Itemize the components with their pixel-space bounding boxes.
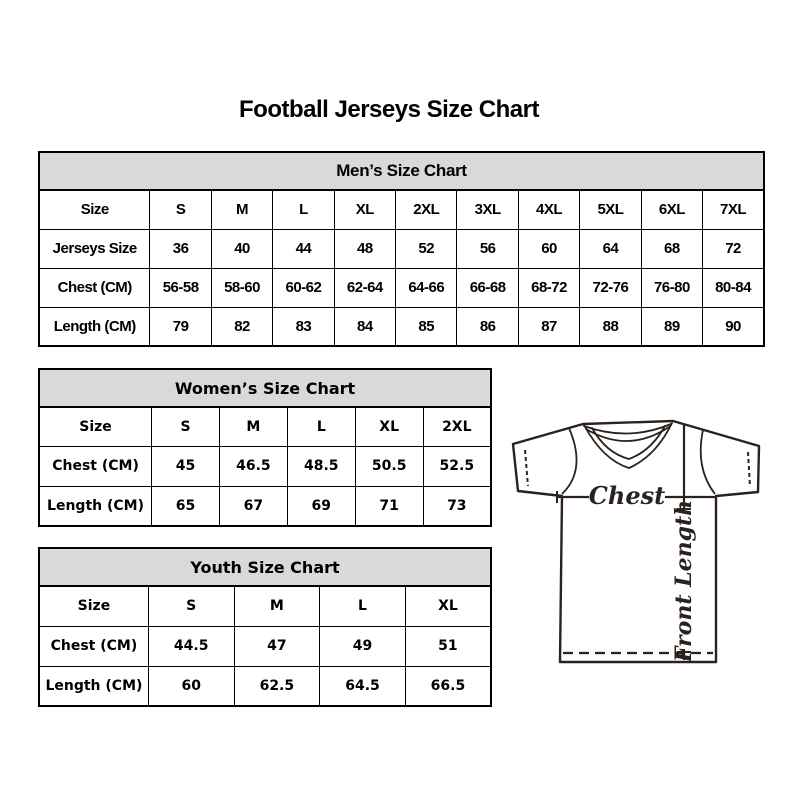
value-cell: 83 (273, 307, 334, 346)
womens-table-title: Women’s Size Chart (38, 368, 492, 406)
value-cell: S (150, 190, 211, 229)
value-cell: 62.5 (234, 666, 320, 706)
table-row (39, 268, 764, 307)
value-cell: 86 (457, 307, 518, 346)
youth-size-table (38, 585, 492, 707)
value-cell: 89 (641, 307, 702, 346)
row-label-cell: Length (CM) (39, 666, 148, 706)
row-label-cell: Jerseys Size (39, 229, 150, 268)
value-cell: 52 (396, 229, 457, 268)
value-cell: 49 (320, 626, 406, 666)
value-cell: 64-66 (396, 268, 457, 307)
value-cell: 85 (396, 307, 457, 346)
page-title: Football Jerseys Size Chart (239, 96, 539, 123)
row-label-cell: Chest (CM) (39, 626, 148, 666)
jersey-measurement-diagram (500, 405, 790, 680)
value-cell: 82 (211, 307, 272, 346)
value-cell: XL (405, 586, 491, 626)
value-cell: 48.5 (287, 447, 355, 487)
womens-size-chart (38, 368, 492, 527)
chest-label: Chest (588, 481, 666, 510)
value-cell: 79 (150, 307, 211, 346)
value-cell: 80-84 (703, 268, 764, 307)
value-cell: 6XL (641, 190, 702, 229)
value-cell: 72-76 (580, 268, 641, 307)
value-cell: 56 (457, 229, 518, 268)
value-cell: 71 (355, 486, 423, 526)
value-cell: 67 (219, 486, 287, 526)
value-cell: 40 (211, 229, 272, 268)
value-cell: 50.5 (355, 447, 423, 487)
value-cell: 62-64 (334, 268, 395, 307)
table-row (39, 626, 491, 666)
value-cell: M (219, 407, 287, 447)
table-row (39, 407, 491, 447)
value-cell: M (211, 190, 272, 229)
table-row (39, 307, 764, 346)
value-cell: S (152, 407, 220, 447)
value-cell: 84 (334, 307, 395, 346)
mens-size-chart (38, 151, 765, 347)
value-cell: XL (334, 190, 395, 229)
value-cell: 5XL (580, 190, 641, 229)
front-length-label: Front Length (671, 499, 697, 663)
value-cell: 60-62 (273, 268, 334, 307)
value-cell: 48 (334, 229, 395, 268)
jersey-outline (513, 421, 759, 662)
row-label-cell: Size (39, 190, 150, 229)
value-cell: 44.5 (148, 626, 234, 666)
value-cell: 72 (703, 229, 764, 268)
value-cell: 36 (150, 229, 211, 268)
value-cell: 60 (148, 666, 234, 706)
value-cell: L (287, 407, 355, 447)
value-cell: 69 (287, 486, 355, 526)
value-cell: 45 (152, 447, 220, 487)
value-cell: 66-68 (457, 268, 518, 307)
value-cell: S (148, 586, 234, 626)
table-row (39, 666, 491, 706)
value-cell: M (234, 586, 320, 626)
value-cell: 90 (703, 307, 764, 346)
value-cell: 60 (518, 229, 579, 268)
value-cell: 56-58 (150, 268, 211, 307)
row-label-cell: Length (CM) (39, 307, 150, 346)
row-label-cell: Length (CM) (39, 486, 152, 526)
youth-size-chart (38, 547, 492, 707)
value-cell: 64 (580, 229, 641, 268)
mens-table-title: Men’s Size Chart (38, 151, 765, 189)
value-cell: 51 (405, 626, 491, 666)
value-cell: 65 (152, 486, 220, 526)
womens-size-table (38, 406, 492, 527)
table-row (39, 190, 764, 229)
row-label-cell: Size (39, 407, 152, 447)
value-cell: L (273, 190, 334, 229)
value-cell: 2XL (396, 190, 457, 229)
value-cell: 4XL (518, 190, 579, 229)
value-cell: 66.5 (405, 666, 491, 706)
row-label-cell: Chest (CM) (39, 268, 150, 307)
value-cell: 46.5 (219, 447, 287, 487)
value-cell: 64.5 (320, 666, 406, 706)
value-cell: L (320, 586, 406, 626)
row-label-cell: Chest (CM) (39, 447, 152, 487)
value-cell: 87 (518, 307, 579, 346)
value-cell: 76-80 (641, 268, 702, 307)
value-cell: 47 (234, 626, 320, 666)
value-cell: 2XL (423, 407, 491, 447)
value-cell: 58-60 (211, 268, 272, 307)
value-cell: 68-72 (518, 268, 579, 307)
table-row (39, 447, 491, 487)
value-cell: 88 (580, 307, 641, 346)
youth-table-title: Youth Size Chart (38, 547, 492, 585)
value-cell: 68 (641, 229, 702, 268)
value-cell: 3XL (457, 190, 518, 229)
table-row (39, 586, 491, 626)
row-label-cell: Size (39, 586, 148, 626)
value-cell: 7XL (703, 190, 764, 229)
value-cell: 73 (423, 486, 491, 526)
table-row (39, 229, 764, 268)
value-cell: 52.5 (423, 447, 491, 487)
mens-size-table (38, 189, 765, 347)
value-cell: XL (355, 407, 423, 447)
table-row (39, 486, 491, 526)
value-cell: 44 (273, 229, 334, 268)
